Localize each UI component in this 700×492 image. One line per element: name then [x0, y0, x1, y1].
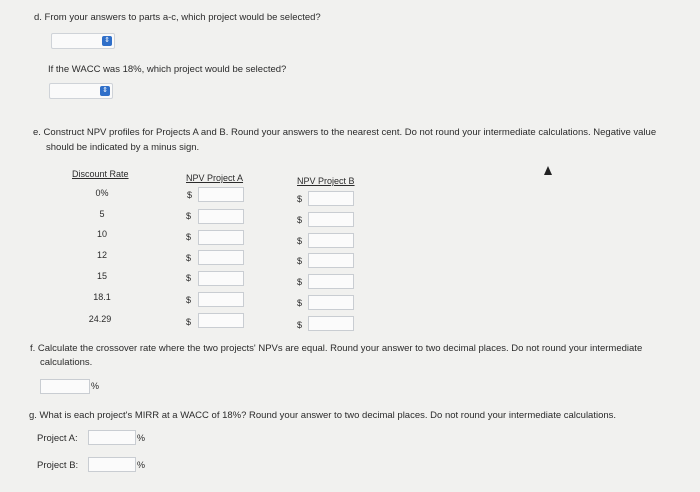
- dollar-sign: $: [186, 232, 192, 242]
- dollar-sign: $: [297, 215, 303, 225]
- discount-rate-header: Discount Rate: [72, 169, 129, 179]
- mouse-cursor-icon: [544, 166, 552, 175]
- percent-unit: %: [91, 381, 100, 391]
- npv-a-input[interactable]: [198, 209, 244, 224]
- crossover-rate-input[interactable]: [40, 379, 90, 394]
- npv-a-input[interactable]: [198, 313, 244, 328]
- dollar-sign: $: [297, 194, 303, 204]
- dollar-sign: $: [186, 295, 192, 305]
- npv-b-input[interactable]: [308, 295, 354, 310]
- npv-a-input[interactable]: [198, 292, 244, 307]
- dropdown-arrow-icon: ⇕: [102, 36, 112, 46]
- part-e-instruction-line1: e. Construct NPV profiles for Projects A and B. Round your answers to the nearest cent. Do not round your intermediate calculations. Negative value: [33, 127, 657, 138]
- part-f-instruction-line1: f. Calculate the crossover rate where the two projects' NPVs are equal. Round your answer to two decimal places. Do not round your intermediate: [30, 343, 643, 354]
- dollar-sign: $: [297, 298, 303, 308]
- npv-b-input[interactable]: [308, 212, 354, 227]
- dollar-sign: $: [297, 256, 303, 266]
- dollar-sign: $: [297, 236, 303, 246]
- mirr-project-b-input[interactable]: [88, 457, 136, 472]
- npv-b-input[interactable]: [308, 316, 354, 331]
- part-g-question: g. What is each project's MIRR at a WACC of 18%? Round your answer to two decimal places. Do not round your intermediate calculations.: [29, 410, 617, 421]
- rate-cell: 18.1: [93, 292, 111, 302]
- npv-b-input[interactable]: [308, 233, 354, 248]
- dollar-sign: $: [186, 273, 192, 283]
- npv-a-input[interactable]: [198, 187, 244, 202]
- mirr-project-a-input[interactable]: [88, 430, 136, 445]
- dollar-sign: $: [186, 211, 192, 221]
- wacc-question: If the WACC was 18%, which project would be selected?: [48, 64, 287, 75]
- percent-unit: %: [137, 433, 146, 443]
- dollar-sign: $: [187, 190, 193, 200]
- project-select-dropdown[interactable]: [51, 33, 115, 49]
- part-d-question: d. From your answers to parts a-c, which project would be selected?: [34, 12, 321, 23]
- project-a-label: Project A:: [37, 433, 78, 444]
- rate-cell: 12: [96, 250, 107, 260]
- rate-cell: 24.29: [88, 314, 112, 324]
- wacc-project-select-dropdown[interactable]: [49, 83, 113, 99]
- rate-cell: 15: [96, 271, 107, 281]
- percent-unit: %: [137, 460, 146, 470]
- dollar-sign: $: [186, 253, 192, 263]
- npv-b-input[interactable]: [308, 253, 354, 268]
- project-b-label: Project B:: [37, 460, 79, 471]
- npv-b-input[interactable]: [308, 274, 354, 289]
- npv-a-input[interactable]: [198, 250, 244, 265]
- dollar-sign: $: [297, 320, 303, 330]
- npv-a-input[interactable]: [198, 230, 244, 245]
- rate-cell: 0%: [95, 188, 109, 198]
- npv-project-a-header: NPV Project A: [186, 173, 244, 183]
- part-f-instruction-line2: calculations.: [40, 357, 93, 368]
- dropdown-arrow-icon: ⇕: [100, 86, 110, 96]
- npv-a-input[interactable]: [198, 271, 244, 286]
- rate-cell: 5: [99, 209, 105, 219]
- npv-b-input[interactable]: [308, 191, 354, 206]
- rate-cell: 10: [96, 229, 107, 239]
- npv-project-b-header: NPV Project B: [297, 176, 355, 186]
- part-e-instruction-line2: should be indicated by a minus sign.: [46, 142, 200, 153]
- dollar-sign: $: [186, 317, 192, 327]
- dollar-sign: $: [297, 277, 303, 287]
